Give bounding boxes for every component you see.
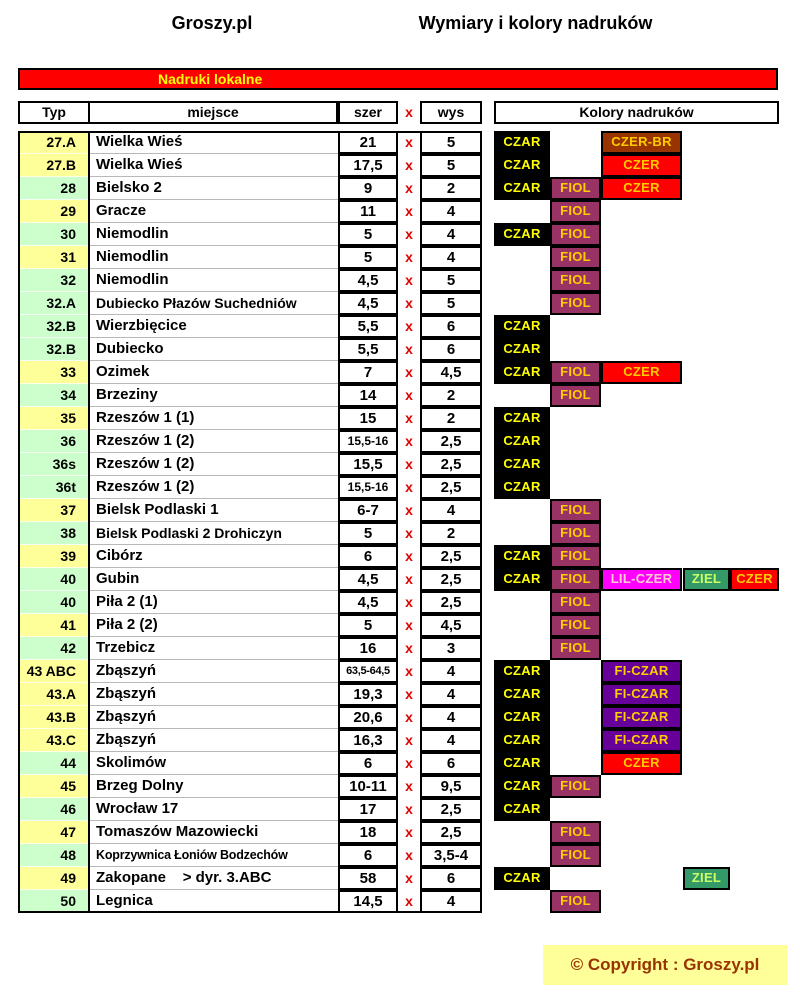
wys-cell: 4 bbox=[420, 729, 482, 752]
miejsce-cell: Rzeszów 1 (2) bbox=[90, 430, 338, 453]
color-badge: FIOL bbox=[550, 614, 601, 637]
column-header-szer: szer bbox=[338, 101, 398, 124]
szer-cell: 17,5 bbox=[338, 154, 398, 177]
x-separator: x bbox=[405, 341, 413, 357]
szer-cell: 15,5 bbox=[338, 453, 398, 476]
szer-cell: 6-7 bbox=[338, 499, 398, 522]
x-separator: x bbox=[405, 433, 413, 449]
color-badge: FIOL bbox=[550, 499, 601, 522]
color-badge: FIOL bbox=[550, 821, 601, 844]
wys-cell: 6 bbox=[420, 315, 482, 338]
miejsce-cell: Wrocław 17 bbox=[90, 798, 338, 821]
color-badge: FI-CZAR bbox=[601, 660, 682, 683]
miejsce-cell: Niemodlin bbox=[90, 246, 338, 269]
typ-cell: 43 ABC bbox=[20, 660, 88, 683]
szer-cell: 4,5 bbox=[338, 591, 398, 614]
table-row bbox=[0, 637, 800, 660]
typ-cell: 32.B bbox=[20, 338, 88, 361]
wys-cell: 2 bbox=[420, 384, 482, 407]
typ-cell: 43.C bbox=[20, 729, 88, 752]
szer-cell: 15,5-16 bbox=[338, 430, 398, 453]
miejsce-cell: Gubin bbox=[90, 568, 338, 591]
typ-cell: 43.B bbox=[20, 706, 88, 729]
szer-cell: 11 bbox=[338, 200, 398, 223]
table-row bbox=[0, 223, 800, 246]
miejsce-cell: Skolimów bbox=[90, 752, 338, 775]
wys-cell: 6 bbox=[420, 752, 482, 775]
page-title-brand: Groszy.pl bbox=[171, 13, 253, 33]
szer-cell: 6 bbox=[338, 752, 398, 775]
wys-cell: 9,5 bbox=[420, 775, 482, 798]
color-badge: CZAR bbox=[494, 798, 550, 821]
table-row bbox=[0, 315, 800, 338]
szer-cell: 5 bbox=[338, 223, 398, 246]
szer-cell: 16,3 bbox=[338, 729, 398, 752]
szer-cell: 5 bbox=[338, 522, 398, 545]
color-badge: CZAR bbox=[494, 315, 550, 338]
table-row bbox=[0, 775, 800, 798]
miejsce-cell: Tomaszów Mazowiecki bbox=[90, 821, 338, 844]
table-row bbox=[0, 798, 800, 821]
miejsce-cell: Cibórz bbox=[90, 545, 338, 568]
wys-cell: 2,5 bbox=[420, 453, 482, 476]
miejsce-cell: Legnica bbox=[90, 890, 338, 913]
szer-cell: 20,6 bbox=[338, 706, 398, 729]
column-header-x: x bbox=[405, 104, 413, 120]
szer-cell: 5 bbox=[338, 614, 398, 637]
typ-cell: 32 bbox=[20, 269, 88, 292]
typ-cell: 41 bbox=[20, 614, 88, 637]
x-separator: x bbox=[405, 180, 413, 196]
x-separator: x bbox=[405, 502, 413, 518]
color-badge: CZAR bbox=[494, 223, 550, 246]
color-badge: FI-CZAR bbox=[601, 729, 682, 752]
table-row bbox=[0, 568, 800, 591]
color-badge: CZER bbox=[601, 361, 682, 384]
color-badge: CZER bbox=[601, 752, 682, 775]
szer-cell: 9 bbox=[338, 177, 398, 200]
typ-cell: 49 bbox=[20, 867, 88, 890]
table-row bbox=[0, 154, 800, 177]
miejsce-cell: Piła 2 (1) bbox=[90, 591, 338, 614]
x-separator: x bbox=[405, 203, 413, 219]
typ-cell: 39 bbox=[20, 545, 88, 568]
x-separator: x bbox=[405, 295, 413, 311]
miejsce-cell: Wielka Wieś bbox=[90, 154, 338, 177]
miejsce-cell: Rzeszów 1 (2) bbox=[90, 453, 338, 476]
x-separator: x bbox=[405, 870, 413, 886]
typ-cell: 36t bbox=[20, 476, 88, 499]
szer-cell: 63,5-64,5 bbox=[338, 660, 398, 683]
color-badge: FIOL bbox=[550, 246, 601, 269]
wys-cell: 3 bbox=[420, 637, 482, 660]
x-separator: x bbox=[405, 479, 413, 495]
wys-cell: 4 bbox=[420, 223, 482, 246]
color-badge: FIOL bbox=[550, 844, 601, 867]
color-badge: CZAR bbox=[494, 430, 550, 453]
column-header-group bbox=[18, 101, 338, 124]
table-row bbox=[0, 867, 800, 890]
szer-cell: 17 bbox=[338, 798, 398, 821]
miejsce-cell: Brzeziny bbox=[90, 384, 338, 407]
wys-cell: 2,5 bbox=[420, 568, 482, 591]
typ-cell: 31 bbox=[20, 246, 88, 269]
typ-cell: 30 bbox=[20, 223, 88, 246]
szer-cell: 6 bbox=[338, 545, 398, 568]
typ-cell: 37 bbox=[20, 499, 88, 522]
color-badge: CZER bbox=[601, 154, 682, 177]
color-badge: ZIEL bbox=[683, 867, 730, 890]
typ-cell: 28 bbox=[20, 177, 88, 200]
miejsce-cell: Gracze bbox=[90, 200, 338, 223]
color-badge: CZAR bbox=[494, 660, 550, 683]
typ-cell: 29 bbox=[20, 200, 88, 223]
x-separator: x bbox=[405, 410, 413, 426]
typ-cell: 48 bbox=[20, 844, 88, 867]
wys-cell: 2,5 bbox=[420, 591, 482, 614]
color-badge: CZER bbox=[730, 568, 779, 591]
color-badge: FIOL bbox=[550, 637, 601, 660]
x-separator: x bbox=[405, 387, 413, 403]
table-row bbox=[0, 706, 800, 729]
miejsce-cell: Rzeszów 1 (1) bbox=[90, 407, 338, 430]
szer-cell: 58 bbox=[338, 867, 398, 890]
color-badge: CZAR bbox=[494, 568, 550, 591]
szer-cell: 16 bbox=[338, 637, 398, 660]
table-row bbox=[0, 752, 800, 775]
typ-cell: 45 bbox=[20, 775, 88, 798]
szer-cell: 4,5 bbox=[338, 269, 398, 292]
typ-cell: 46 bbox=[20, 798, 88, 821]
x-separator: x bbox=[405, 364, 413, 380]
x-separator: x bbox=[405, 640, 413, 656]
color-badge: FIOL bbox=[550, 568, 601, 591]
miejsce-cell: Trzebicz bbox=[90, 637, 338, 660]
wys-cell: 6 bbox=[420, 338, 482, 361]
wys-cell: 3,5-4 bbox=[420, 844, 482, 867]
table-row bbox=[0, 200, 800, 223]
x-separator: x bbox=[405, 893, 413, 909]
miejsce-cell: Wierzbięcice bbox=[90, 315, 338, 338]
wys-cell: 2,5 bbox=[420, 545, 482, 568]
wys-cell: 2,5 bbox=[420, 476, 482, 499]
table-row bbox=[0, 890, 800, 913]
wys-cell: 5 bbox=[420, 269, 482, 292]
wys-cell: 4 bbox=[420, 683, 482, 706]
color-badge: LIL-CZER bbox=[601, 568, 682, 591]
color-badge: FIOL bbox=[550, 775, 601, 798]
wys-cell: 4,5 bbox=[420, 614, 482, 637]
x-separator: x bbox=[405, 686, 413, 702]
x-separator: x bbox=[405, 548, 413, 564]
color-badge: FIOL bbox=[550, 591, 601, 614]
color-badge: FIOL bbox=[550, 269, 601, 292]
wys-cell: 4,5 bbox=[420, 361, 482, 384]
miejsce-cell: Zbąszyń bbox=[90, 706, 338, 729]
miejsce-cell: Bielsko 2 bbox=[90, 177, 338, 200]
szer-cell: 19,3 bbox=[338, 683, 398, 706]
table-row bbox=[0, 476, 800, 499]
column-header-wys: wys bbox=[420, 101, 482, 124]
szer-cell: 4,5 bbox=[338, 568, 398, 591]
color-badge: FIOL bbox=[550, 200, 601, 223]
miejsce-cell: Zbąszyń bbox=[90, 729, 338, 752]
table-row bbox=[0, 177, 800, 200]
table-row bbox=[0, 246, 800, 269]
color-badge: CZAR bbox=[494, 407, 550, 430]
color-badge: FIOL bbox=[550, 223, 601, 246]
miejsce-cell: Niemodlin bbox=[90, 223, 338, 246]
page-title-subject: Wymiary i kolory nadruków bbox=[418, 13, 653, 33]
typ-cell: 38 bbox=[20, 522, 88, 545]
x-separator: x bbox=[405, 732, 413, 748]
typ-cell: 50 bbox=[20, 890, 88, 913]
color-badge: CZAR bbox=[494, 361, 550, 384]
miejsce-cell: Bielsk Podlaski 1 bbox=[90, 499, 338, 522]
typ-cell: 27.A bbox=[20, 131, 88, 154]
copyright-footer: © Copyright : Groszy.pl bbox=[543, 945, 787, 985]
color-badge: CZAR bbox=[494, 775, 550, 798]
x-separator: x bbox=[405, 824, 413, 840]
wys-cell: 2,5 bbox=[420, 798, 482, 821]
wys-cell: 4 bbox=[420, 660, 482, 683]
x-separator: x bbox=[405, 571, 413, 587]
x-separator: x bbox=[405, 272, 413, 288]
table-row bbox=[0, 729, 800, 752]
table-row bbox=[0, 292, 800, 315]
color-badge: CZAR bbox=[494, 338, 550, 361]
color-badge: CZAR bbox=[494, 476, 550, 499]
table-row bbox=[0, 131, 800, 154]
miejsce-cell: Brzeg Dolny bbox=[90, 775, 338, 798]
szer-cell: 4,5 bbox=[338, 292, 398, 315]
x-separator: x bbox=[405, 226, 413, 242]
typ-cell: 33 bbox=[20, 361, 88, 384]
color-badge: FI-CZAR bbox=[601, 706, 682, 729]
color-badge: FIOL bbox=[550, 292, 601, 315]
x-separator: x bbox=[405, 134, 413, 150]
typ-cell: 27.B bbox=[20, 154, 88, 177]
miejsce-cell: Zbąszyń bbox=[90, 660, 338, 683]
x-separator: x bbox=[405, 847, 413, 863]
szer-cell: 6 bbox=[338, 844, 398, 867]
szer-cell: 21 bbox=[338, 131, 398, 154]
x-separator: x bbox=[405, 456, 413, 472]
x-separator: x bbox=[405, 157, 413, 173]
wys-cell: 2,5 bbox=[420, 430, 482, 453]
miejsce-cell: Ozimek bbox=[90, 361, 338, 384]
table-row bbox=[0, 338, 800, 361]
table-row bbox=[0, 269, 800, 292]
table-row bbox=[0, 545, 800, 568]
szer-cell: 14 bbox=[338, 384, 398, 407]
wys-cell: 4 bbox=[420, 706, 482, 729]
miejsce-cell: Dubiecko bbox=[90, 338, 338, 361]
color-badge: CZAR bbox=[494, 683, 550, 706]
color-badge: CZAR bbox=[494, 706, 550, 729]
miejsce-cell: Wielka Wieś bbox=[90, 131, 338, 154]
x-separator: x bbox=[405, 755, 413, 771]
color-badge: FI-CZAR bbox=[601, 683, 682, 706]
x-separator: x bbox=[405, 663, 413, 679]
column-header-kolory: Kolory nadruków bbox=[494, 101, 779, 124]
typ-cell: 44 bbox=[20, 752, 88, 775]
color-badge: CZAR bbox=[494, 131, 550, 154]
color-badge: CZAR bbox=[494, 729, 550, 752]
x-separator: x bbox=[405, 249, 413, 265]
szer-cell: 15 bbox=[338, 407, 398, 430]
color-badge: FIOL bbox=[550, 545, 601, 568]
typ-cell: 32.A bbox=[20, 292, 88, 315]
miejsce-cell: Zakopane > dyr. 3.ABC bbox=[90, 867, 338, 890]
color-badge: FIOL bbox=[550, 522, 601, 545]
x-separator: x bbox=[405, 709, 413, 725]
typ-cell: 35 bbox=[20, 407, 88, 430]
wys-cell: 2,5 bbox=[420, 821, 482, 844]
szer-cell: 14,5 bbox=[338, 890, 398, 913]
typ-cell: 32.B bbox=[20, 315, 88, 338]
miejsce-cell: Bielsk Podlaski 2 Drohiczyn bbox=[90, 522, 338, 545]
x-separator: x bbox=[405, 778, 413, 794]
miejsce-cell: Rzeszów 1 (2) bbox=[90, 476, 338, 499]
table-row bbox=[0, 683, 800, 706]
wys-cell: 4 bbox=[420, 890, 482, 913]
table-row bbox=[0, 407, 800, 430]
color-badge: CZAR bbox=[494, 752, 550, 775]
table-row bbox=[0, 522, 800, 545]
x-separator: x bbox=[405, 801, 413, 817]
szer-cell: 5,5 bbox=[338, 315, 398, 338]
table-row bbox=[0, 844, 800, 867]
table-row bbox=[0, 614, 800, 637]
table-row bbox=[0, 430, 800, 453]
color-badge: CZAR bbox=[494, 453, 550, 476]
miejsce-cell: Piła 2 (2) bbox=[90, 614, 338, 637]
wys-cell: 5 bbox=[420, 131, 482, 154]
szer-cell: 15,5-16 bbox=[338, 476, 398, 499]
color-badge: CZAR bbox=[494, 545, 550, 568]
x-separator: x bbox=[405, 525, 413, 541]
table-row bbox=[0, 821, 800, 844]
column-header-miejsce: miejsce bbox=[187, 104, 239, 120]
x-separator: x bbox=[405, 594, 413, 610]
miejsce-cell: Koprzywnica Łoniów Bodzechów bbox=[90, 844, 338, 867]
miejsce-cell: Niemodlin bbox=[90, 269, 338, 292]
table-body bbox=[0, 131, 800, 913]
color-badge: CZER bbox=[601, 177, 682, 200]
szer-cell: 10-11 bbox=[338, 775, 398, 798]
typ-cell: 36 bbox=[20, 430, 88, 453]
wys-cell: 2 bbox=[420, 177, 482, 200]
typ-cell: 43.A bbox=[20, 683, 88, 706]
color-badge: CZAR bbox=[494, 177, 550, 200]
wys-cell: 2 bbox=[420, 522, 482, 545]
table-row bbox=[0, 660, 800, 683]
wys-cell: 4 bbox=[420, 499, 482, 522]
typ-cell: 34 bbox=[20, 384, 88, 407]
column-header-typ: Typ bbox=[20, 103, 90, 122]
table-row bbox=[0, 499, 800, 522]
x-separator: x bbox=[405, 318, 413, 334]
wys-cell: 4 bbox=[420, 246, 482, 269]
color-badge: FIOL bbox=[550, 890, 601, 913]
typ-cell: 36s bbox=[20, 453, 88, 476]
szer-cell: 7 bbox=[338, 361, 398, 384]
szer-cell: 5 bbox=[338, 246, 398, 269]
miejsce-cell: Dubiecko Płazów Suchedniów bbox=[90, 292, 338, 315]
wys-cell: 5 bbox=[420, 154, 482, 177]
wys-cell: 6 bbox=[420, 867, 482, 890]
typ-cell: 47 bbox=[20, 821, 88, 844]
miejsce-cell: Zbąszyń bbox=[90, 683, 338, 706]
typ-cell: 40 bbox=[20, 568, 88, 591]
wys-cell: 5 bbox=[420, 292, 482, 315]
color-badge: FIOL bbox=[550, 361, 601, 384]
szer-cell: 18 bbox=[338, 821, 398, 844]
wys-cell: 2 bbox=[420, 407, 482, 430]
typ-cell: 42 bbox=[20, 637, 88, 660]
table-row bbox=[0, 384, 800, 407]
color-badge: CZAR bbox=[494, 154, 550, 177]
table-row bbox=[0, 591, 800, 614]
szer-cell: 5,5 bbox=[338, 338, 398, 361]
x-separator: x bbox=[405, 617, 413, 633]
color-badge: FIOL bbox=[550, 384, 601, 407]
typ-cell: 40 bbox=[20, 591, 88, 614]
color-badge: CZAR bbox=[494, 867, 550, 890]
color-badge: FIOL bbox=[550, 177, 601, 200]
section-banner: Nadruki lokalne bbox=[18, 68, 778, 90]
color-badge: CZER-BR bbox=[601, 131, 682, 154]
wys-cell: 4 bbox=[420, 200, 482, 223]
color-badge: ZIEL bbox=[683, 568, 730, 591]
table-row bbox=[0, 453, 800, 476]
table-row bbox=[0, 361, 800, 384]
